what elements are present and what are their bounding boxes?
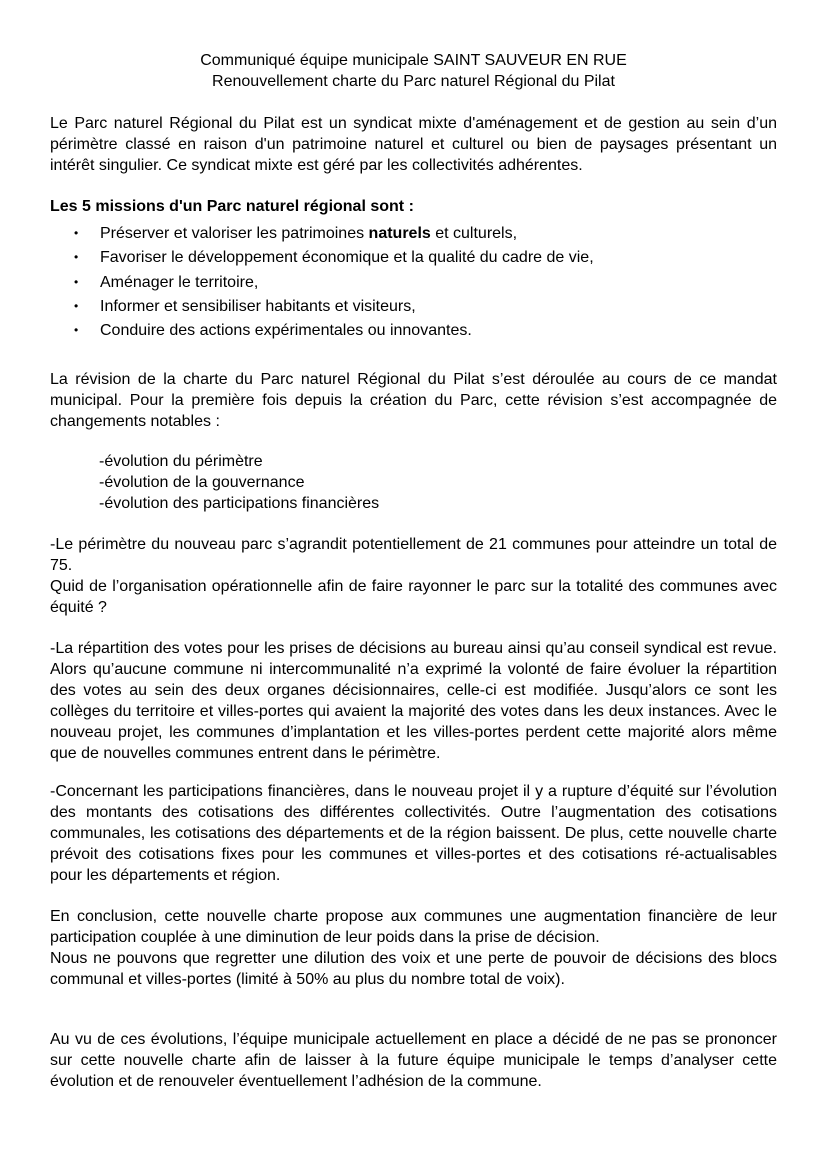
changes-list <box>99 451 379 514</box>
mission-item: • Informer et sensibiliser habitants et visiteurs, <box>74 297 416 315</box>
bold-word: naturels <box>368 225 431 242</box>
bullet-icon: • <box>74 298 79 313</box>
missions-heading: Les 5 missions d'un Parc naturel régional sont : <box>50 198 414 215</box>
financier-paragraph: -Concernant les participations financières, dans le nouveau projet il y a rupture d’équité sur l’évolution des montants des cotisations des différentes collectivités. Outre l’augmentation des cotisations communales, les cotisations des départements et de la région baissent. De plus, cette nouvelle charte prévoit des cotisations fixes pour les communes et villes-portes et des cotisations ré-actualisables pour les départements et région. <box>50 783 777 884</box>
decision-paragraph: Au vu de ces évolutions, l’équipe municipale actuellement en place a décidé de ne pas se prononcer sur cette nouvelle charte afin de laisser à la future équipe municipale le temps d’analyser cette évolution et de renouveler éventuellement l’adhésion de la commune. <box>50 1031 777 1090</box>
document-title: Communiqué équipe municipale SAINT SAUVEUR EN RUE <box>200 52 627 69</box>
mission-item: • Conduire des actions expérimentales ou innovantes. <box>74 322 472 340</box>
gouvernance-paragraph: -La répartition des votes pour les prises de décisions au bureau ainsi qu’au conseil syndical est revue. Alors qu’aucune commune ni intercommunalité n’a exprimé la volonté de faire évoluer la répartition des votes au sein des deux organes décisionnaires, celle-ci est modifiée. Jusqu’alors ce sont les collèges du territoire et villes-portes qui avaient la majorité des votes dans les deux instances. Avec le nouveau projet, les communes d’implantation et les villes-portes perdent cette majorité alors même que de nouvelles communes entrent dans le périmètre. <box>50 640 777 762</box>
conclusion-paragraph: En conclusion, cette nouvelle charte propose aux communes une augmentation financière de leur participation couplée à une diminution de leur poids dans la prise de décision. <box>50 908 777 946</box>
change-item: -évolution de la gouvernance <box>99 474 305 491</box>
mission-item: • Favoriser le développement économique et la qualité du cadre de vie, <box>74 249 594 267</box>
regret-paragraph: Nous ne pouvons que regretter une dilution des voix et une perte de pouvoir de décisions des blocs communal et villes-portes (limité à 50% au plus du nombre total de voix). <box>50 950 777 988</box>
bullet-icon: • <box>74 323 79 338</box>
intro-paragraph: Le Parc naturel Régional du Pilat est un syndicat mixte d'aménagement et de gestion au sein d’un périmètre classé en raison d'un patrimoine naturel et culturel ou bien de paysages présentant un intérêt singulier. Ce syndicat mixte est géré par les collectivités adhérentes. <box>50 115 777 174</box>
perimetre-question: Quid de l’organisation opérationnelle afin de faire rayonner le parc sur la totalité des communes avec équité ? <box>50 578 777 616</box>
perimetre-paragraph: -Le périmètre du nouveau parc s’agrandit potentiellement de 21 communes pour atteindre un total de 75. <box>50 536 777 574</box>
bullet-icon: • <box>74 250 79 265</box>
missions-list <box>50 223 777 344</box>
mission-item: • Aménager le territoire, <box>74 273 259 291</box>
bullet-icon: • <box>74 274 79 289</box>
bullet-icon: • <box>74 226 79 240</box>
mission-item: • Préserver et valoriser les patrimoines naturels et culturels, <box>74 225 518 242</box>
change-item: -évolution du périmètre <box>99 453 263 470</box>
revision-paragraph: La révision de la charte du Parc naturel Régional du Pilat s’est déroulée au cours de ce mandat municipal. Pour la première fois depuis la création du Parc, cette révision s’est accompagnée de changements notables : <box>50 371 777 430</box>
document-subtitle: Renouvellement charte du Parc naturel Régional du Pilat <box>212 73 615 90</box>
change-item: -évolution des participations financières <box>99 495 380 512</box>
